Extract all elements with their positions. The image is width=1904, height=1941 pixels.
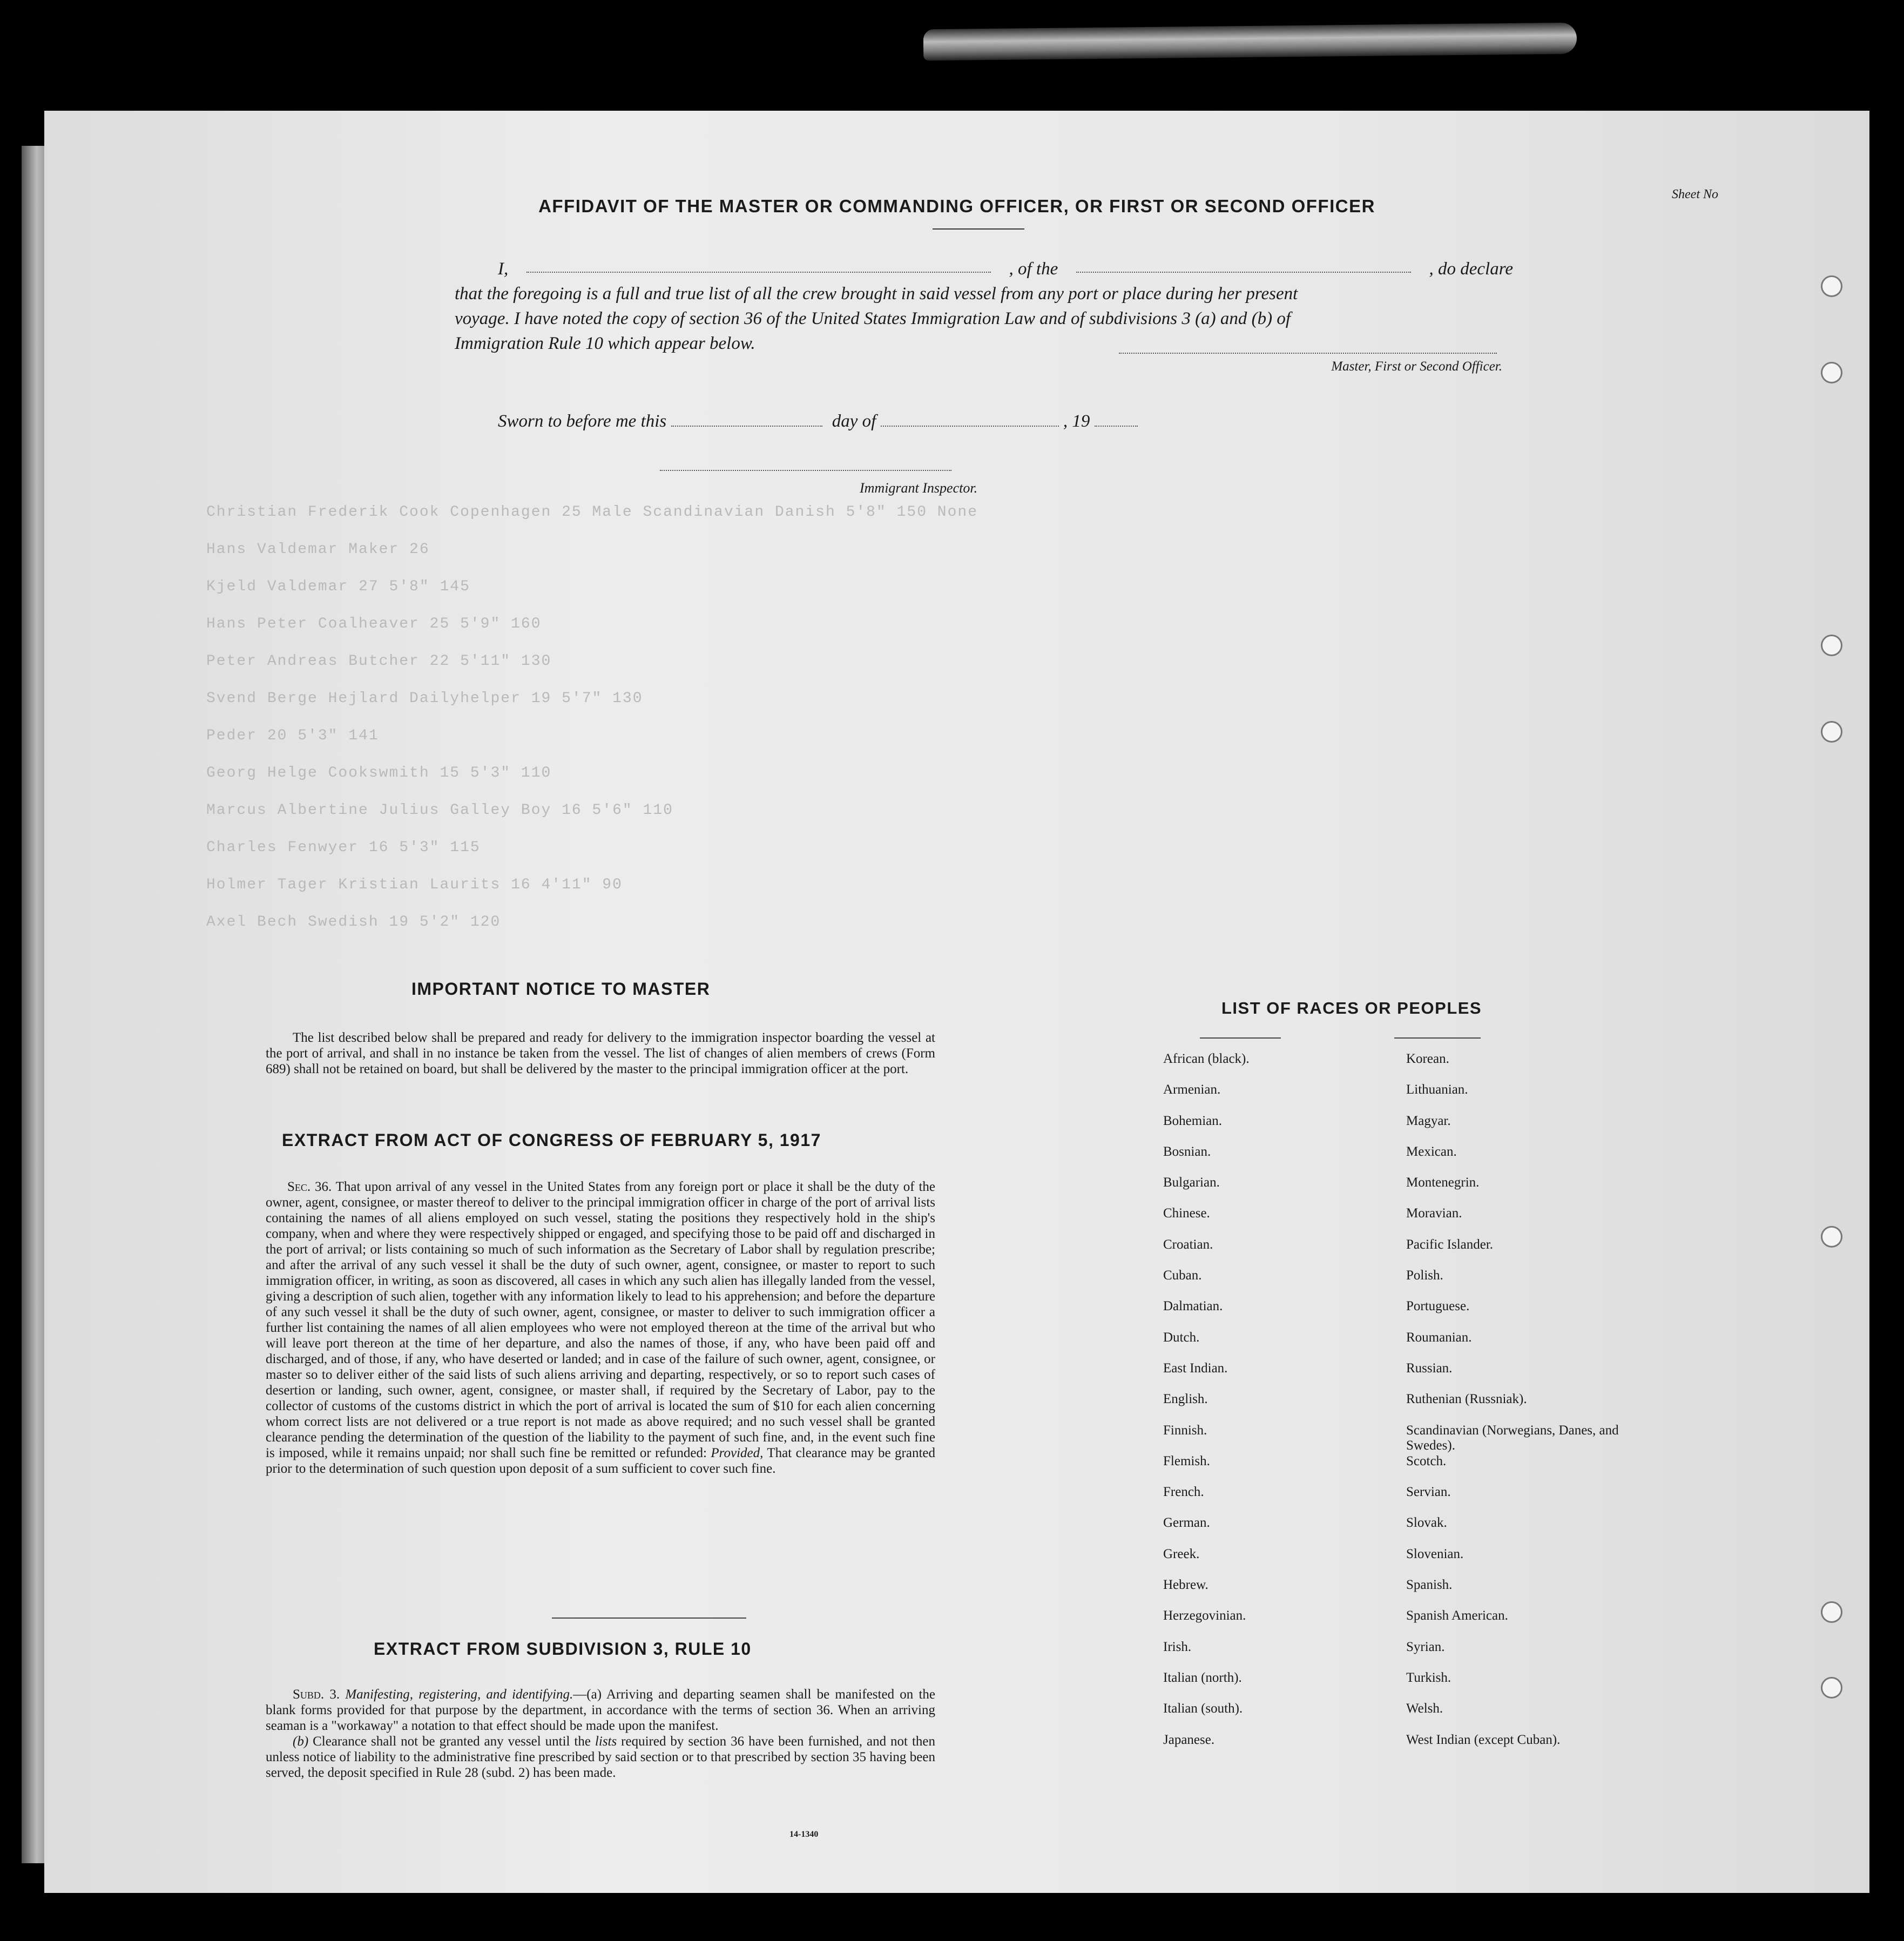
section-body: That upon arrival of any vessel in the United States from any foreign port or place it shall be the duty of the owner, agent, consignee, or master thereof to deliver to the principal immigration officer in charge of the port of arrival lists containing the names of all aliens employed on such vessel, stating the positions they respectively hold in the ship's company, when and where they were respectively shipped or engaged, and specifying those to be paid off and discharged in the port of arrival; or lists containing so much of such information as the Secretary of Labor shall by regulation prescribe; and after the arrival of any such vessel it shall be the duty of such owner, agent, consignee, or master to report to such immigration officer, in writing, as soon as discovered, all cases in which any such alien has illegally landed from the vessel, giving a description of such alien, together with any information likely to lead to his apprehension; and before the departure of any such vessel it shall be the duty of such owner, agent, consignee, or master to deliver to such immigration officer a further list containing the names of all alien employees who were not employed thereon at the time of the arrival but who will leave port thereon at the time of her departure, and also the names of those, if any, who have been paid off and discharged, and of those, if any, who have deserted or landed; and in case of the failure of such owner, agent, consignee, or master so to deliver either of the said lists of such aliens arriving and departing, respectively, or so to report such cases of desertion or landing, such owner, agent, consignee, or master shall, if required by the Secretary of Labor, pay to the collector of customs of the customs district in which the port of arrival is located the sum of $10 for each alien concerning whom correct lists are not delivered or a true report is not made as above required; and no such vessel shall be granted clearance pending the determination of the question of the liability to the payment of such fine, and, in the event such fine is imposed, while it remains unpaid; nor shall such fine be remitted or refunded: [266, 1180, 935, 1460]
race-item: Italian (south). [1163, 1701, 1243, 1716]
race-item: Cuban. [1163, 1268, 1202, 1283]
affidavit-line-3: voyage. I have noted the copy of section 36 of the United States Immigration Law and of subdivisions 3 (a) and (b) of [455, 309, 1291, 328]
sworn-text: Sworn to before me this [498, 412, 667, 431]
sworn-line [498, 410, 1138, 432]
races-rule-right [1394, 1037, 1481, 1039]
race-item: Slovenian. [1406, 1546, 1464, 1561]
punch-hole [1821, 275, 1842, 297]
affidavit-line-4: Immigration Rule 10 which appear below. [455, 334, 755, 353]
race-item: Servian. [1406, 1485, 1451, 1500]
race-item: Russian. [1406, 1360, 1453, 1376]
affidavit-do-declare: , do declare [1429, 259, 1513, 279]
affidavit-rule [933, 228, 1024, 230]
race-item: Flemish. [1163, 1453, 1210, 1468]
race-item: Scotch. [1406, 1453, 1447, 1468]
punch-hole [1821, 362, 1842, 383]
race-item: Montenegrin. [1406, 1175, 1480, 1190]
race-item: African (black). [1163, 1052, 1250, 1066]
name-field[interactable] [526, 257, 991, 273]
race-item: Dalmatian. [1163, 1299, 1223, 1314]
subd-label: Subd. 3. [293, 1687, 340, 1702]
affidavit-i: I, [498, 259, 509, 279]
subd-b-label: (b) [293, 1734, 309, 1749]
race-item: West Indian (except Cuban). [1406, 1732, 1561, 1747]
race-item: Moravian. [1406, 1206, 1462, 1221]
ghost-row: Hans Peter Coalheaver 25 5'9" 160 [206, 616, 542, 632]
races-rule-left [1200, 1037, 1281, 1039]
races-column-a [1163, 1052, 1250, 1763]
race-item: Spanish. [1406, 1578, 1453, 1593]
race-item: Irish. [1163, 1639, 1192, 1654]
race-item: Armenian. [1163, 1082, 1221, 1097]
day-of-text: day of [832, 412, 876, 431]
subd-heading: Manifesting, registering, and identifying. [345, 1687, 573, 1702]
races-column-b [1406, 1052, 1649, 1763]
race-item: Syrian. [1406, 1639, 1445, 1654]
race-item: Dutch. [1163, 1330, 1200, 1345]
race-item: Mexican. [1406, 1144, 1457, 1159]
race-item: Greek. [1163, 1546, 1200, 1561]
day-field[interactable] [671, 410, 822, 427]
race-item: Bosnian. [1163, 1144, 1211, 1159]
subd-a-text: —(a) Arriving and departing seamen shall be manifested on the blank forms provided for that purpose by the department, in accordance with the terms of section 36. When an arriving seaman is a "workaway" a notation to that effect should be made upon the manifest. [266, 1687, 936, 1733]
ghost-row: Peter Andreas Butcher 22 5'11" 130 [206, 653, 552, 670]
section-tail: That clearance may be granted prior to the determination of such question upon deposit of a sum sufficient to cover such fine. [266, 1446, 935, 1476]
race-item: Italian (north). [1163, 1670, 1242, 1685]
race-item: Hebrew. [1163, 1578, 1208, 1593]
ghost-row: Svend Berge Hejlard Dailyhelper 19 5'7" 130 [206, 690, 643, 707]
extract-rule-title: EXTRACT FROM SUBDIVISION 3, RULE 10 [374, 1639, 752, 1659]
ghost-row: Georg Helge Cookswmith 15 5'3" 110 [206, 765, 552, 781]
inspector-label: Immigrant Inspector. [860, 480, 978, 496]
race-item: French. [1163, 1485, 1204, 1500]
affidavit-line-2: that the foregoing is a full and true list of all the crew brought in said vessel from any port or place during her present [455, 284, 1298, 304]
race-item: Roumanian. [1406, 1330, 1472, 1345]
vessel-field[interactable] [1076, 257, 1411, 273]
race-item: Spanish American. [1406, 1608, 1508, 1623]
top-folder-tab [923, 23, 1577, 61]
affidavit-body [455, 257, 1513, 356]
punch-hole [1821, 635, 1842, 656]
race-item: East Indian. [1163, 1360, 1228, 1376]
race-item: Pacific Islander. [1406, 1237, 1494, 1252]
page-stack-edge [22, 146, 46, 1863]
race-item: Polish. [1406, 1268, 1443, 1283]
ghost-row: Charles Fenwyer 16 5'3" 115 [206, 839, 481, 856]
race-item: German. [1163, 1515, 1210, 1531]
ghost-row: Christian Frederik Cook Copenhagen 25 Male Scandinavian Danish 5'8" 150 None [206, 504, 978, 521]
sheet-number-label: Sheet No [1672, 187, 1718, 201]
race-item: Magyar. [1406, 1113, 1451, 1128]
race-item: Scandinavian (Norwegians, Danes, and Swedes). [1406, 1423, 1619, 1453]
affidavit-title: AFFIDAVIT OF THE MASTER OR COMMANDING OFFICER, OR FIRST OR SECOND OFFICER [538, 196, 1375, 216]
affidavit-of-the: , of the [1009, 259, 1058, 279]
notice-title: IMPORTANT NOTICE TO MASTER [411, 979, 711, 999]
race-item: Welsh. [1406, 1701, 1443, 1716]
provided-word: Provided, [711, 1446, 764, 1460]
subd-b-text-1: Clearance shall not be granted any vessel until the [313, 1734, 591, 1749]
month-field[interactable] [881, 410, 1059, 427]
races-title: LIST OF RACES OR PEOPLES [1221, 999, 1482, 1017]
punch-hole [1821, 1226, 1842, 1248]
race-item: Slovak. [1406, 1515, 1447, 1531]
signature-line[interactable] [1119, 353, 1497, 354]
ghost-row: Peder 20 5'3" 141 [206, 727, 379, 744]
year-text: , 19 [1063, 412, 1090, 431]
race-item: Bohemian. [1163, 1113, 1223, 1128]
document-page [44, 111, 1869, 1893]
race-item: Japanese. [1163, 1732, 1215, 1747]
section-label: Sec. 36. [287, 1180, 332, 1194]
race-item: English. [1163, 1392, 1208, 1407]
punch-hole [1821, 721, 1842, 743]
inspector-signature-line[interactable] [660, 470, 951, 471]
race-item: Korean. [1406, 1052, 1449, 1066]
race-item: Turkish. [1406, 1670, 1451, 1685]
race-item: Finnish. [1163, 1423, 1207, 1438]
race-item: Herzegovinian. [1163, 1608, 1246, 1623]
race-item: Ruthenian (Russniak). [1406, 1392, 1527, 1407]
subd-b-text-2: required by section 36 have been furnished, and not then unless notice of liability to the administrative fine prescribed by said section or to that prescribed by section 35 having been served, the deposit specified in Rule 28 (subd. 2) has been made. [266, 1734, 935, 1780]
race-item: Chinese. [1163, 1206, 1210, 1221]
signature-label: Master, First or Second Officer. [1331, 359, 1502, 374]
notice-text: The list described below shall be prepared and ready for delivery to the immigration inspector boarding the vessel at the port of arrival, and shall in no instance be taken from the vessel. The list of changes of alien members of crews (Form 689) shall not be retained on board, but shall be delivered by the master to the principal immigration officer at the port. [266, 1030, 935, 1076]
section-36-text [266, 1179, 935, 1477]
section-rule [552, 1617, 746, 1619]
ghost-row: Marcus Albertine Julius Galley Boy 16 5'6" 110 [206, 802, 673, 819]
ghost-row: Hans Valdemar Maker 26 [206, 541, 430, 558]
ghost-row: Holmer Tager Kristian Laurits 16 4'11" 90 [206, 877, 623, 893]
race-item: Croatian. [1163, 1237, 1213, 1252]
race-item: Lithuanian. [1406, 1082, 1468, 1097]
extract-act-title: EXTRACT FROM ACT OF CONGRESS OF FEBRUARY 5, 1917 [282, 1130, 821, 1150]
subd-b-lists: lists [595, 1734, 617, 1749]
ghost-row: Axel Bech Swedish 19 5'2" 120 [206, 914, 501, 931]
race-item: Bulgarian. [1163, 1175, 1220, 1190]
punch-hole [1821, 1601, 1842, 1623]
ghost-row: Kjeld Valdemar 27 5'8" 145 [206, 578, 470, 595]
year-field[interactable] [1095, 410, 1138, 427]
subdivision-text [266, 1687, 935, 1781]
form-number: 14-1340 [789, 1830, 819, 1839]
race-item: Portuguese. [1406, 1299, 1470, 1314]
punch-hole [1821, 1677, 1842, 1699]
